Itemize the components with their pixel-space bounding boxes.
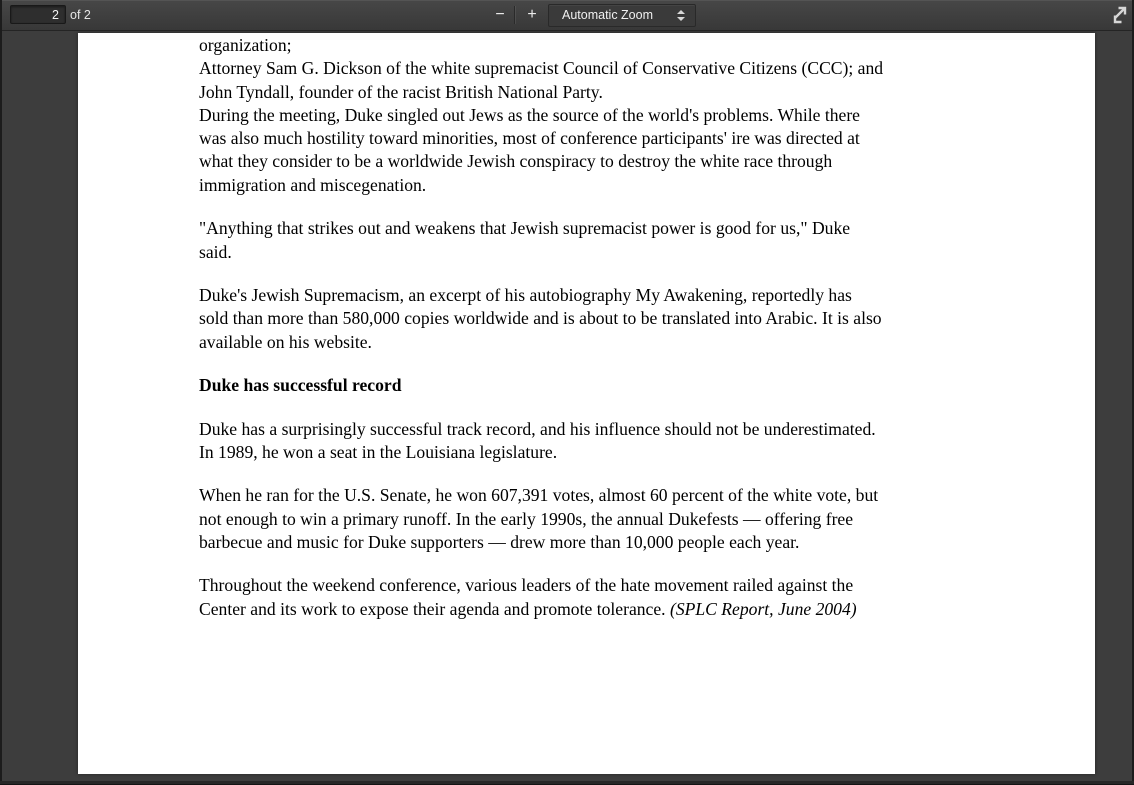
paragraph: "Anything that strikes out and weakens that Jewish supremacist power is good for us," Duke said. [199,218,851,262]
paragraph: Throughout the weekend conference, various leaders of the hate movement railed against the Center and its work to expose their agenda and promote tolerance. (SPLC Report, June 2004) [199,575,857,619]
document-text [199,34,981,641]
paragraph: Duke has a surprisingly successful track record, and his influence should not be underestimated. In 1989, he won a seat in the Louisiana legislature. [199,418,876,462]
zoom-level-value: Automatic Zoom [562,8,654,22]
page-number-input[interactable] [10,5,66,24]
chevron-up-down-icon [676,8,685,23]
viewer-toolbar [0,0,1134,31]
zoom-in-button[interactable]: + [518,0,546,30]
zoom-out-button[interactable]: − [486,0,514,30]
section-heading: Duke has successful record [199,375,402,396]
window-edge-bottom [0,781,1134,785]
window-edge-left [0,0,2,785]
paragraph: organization; Attorney Sam G. Dickson of the white supremacist Council of Conservative Citizens (CCC); and John Tyndall, founder of the racist British National Party. During the meeting, Duke singled out Jews as the source of the world's problems. While there was also much hostility toward minorities, most of conference participants' ire was directed at what they consider to be a worldwide Jewish conspiracy to destroy the white race through immigration and miscegenation. [199,35,884,195]
citation-source-text: (SPLC Report, June 2004) [669,598,857,619]
paragraph: When he ran for the U.S. Senate, he won 607,391 votes, almost 60 percent of the white vote, but not enough to win a primary runoff. In the early 1990s, the annual Dukefests — offering free barbecue and music for Duke supporters — drew more than 10,000 people each year. [199,485,879,552]
expand-button[interactable] [1106,3,1134,27]
viewer-scroll-area[interactable] [2,31,1132,782]
zoom-level-select[interactable] [548,4,696,27]
diagonal-expand-arrows-icon [1106,15,1134,30]
page-count-label: of 2 [70,8,91,22]
pdf-page [78,33,1095,774]
paragraph: Duke's Jewish Supremacism, an excerpt of his autobiography My Awakening, reportedly has sold than more than 580,000 copies worldwide and is about to be translated into Arabic. It is also available on his website. [199,285,882,352]
toolbar-divider [514,6,515,24]
citation-lead-text: Center and its work to expose their agenda and promote tolerance. [199,598,670,619]
